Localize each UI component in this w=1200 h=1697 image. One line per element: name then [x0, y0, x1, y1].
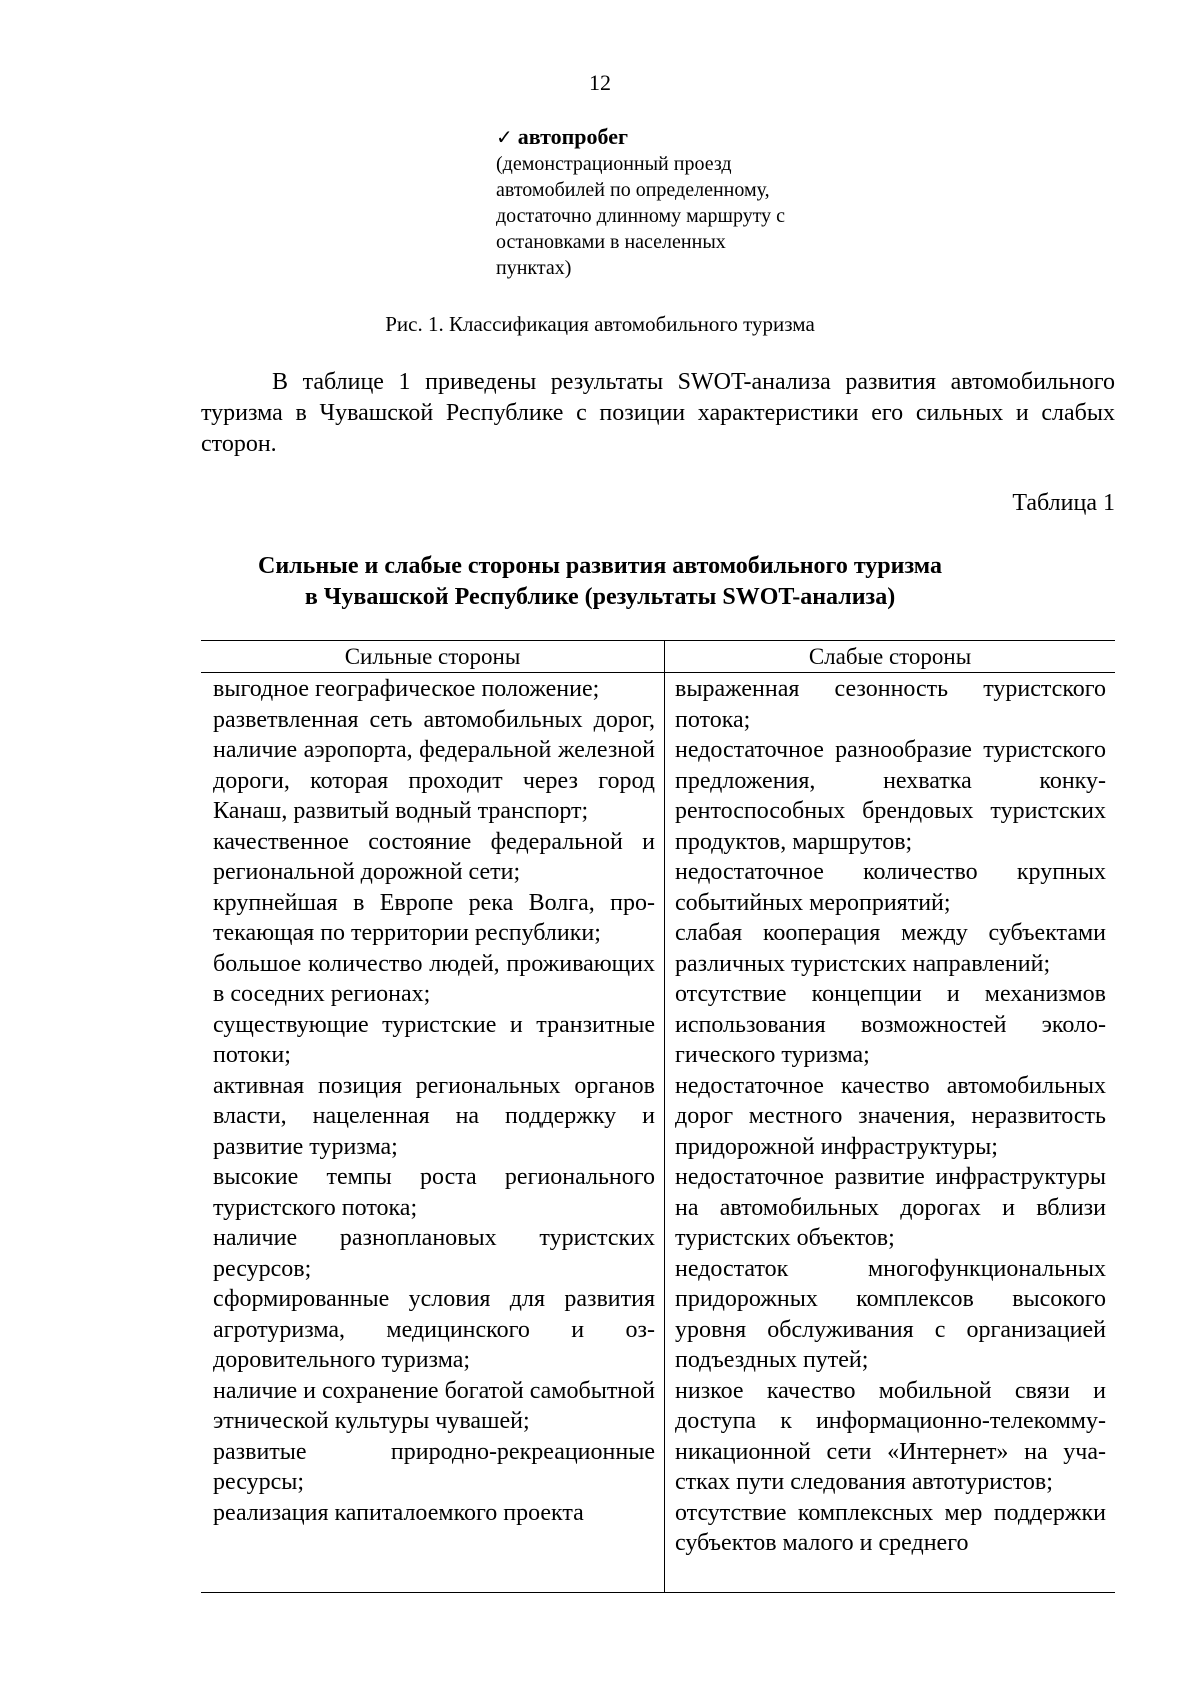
- table-title-line-2: в Чувашской Республике (результаты SWOT-анализа): [304, 584, 896, 610]
- weakness-item: низкое качество мобильной связи и доступа к информационно-телекоммуникационной сети «Интернет» на участках пути следования автотуристов;: [675, 1377, 1106, 1495]
- strength-item: разветвленная сеть автомобильных дорог, наличие аэропорта, федеральной железной дороги, которая проходит через город Канаш, развитый водный транспорт;: [213, 706, 655, 824]
- weakness-item: недостаток многофункциональных придорожных комплексов высокого уровня обслуживания с организацией подъездных путей;: [675, 1255, 1106, 1373]
- strength-item: высокие темпы роста регионального туристского потока;: [213, 1164, 655, 1221]
- weakness-item: выраженная сезонность туристского потока;: [675, 676, 1106, 733]
- weakness-item: отсутствие концепции и механизмов использования возможностей экологического туризма;: [675, 981, 1106, 1068]
- checkmark-icon: ✓: [496, 127, 513, 149]
- weakness-item: недостаточное развитие инфраструктуры на автомобильных дорогах и вблизи туристских объектов;: [675, 1164, 1106, 1251]
- swot-table: [201, 640, 1115, 1593]
- intro-paragraph: В таблице 1 приведены результаты SWOT-анализа развития автомобильного туризма в Чувашской Республике с позиции характеристики его сильных и слабых сторон.: [201, 369, 1115, 457]
- classification-item-autoprobeg: [496, 124, 796, 281]
- weaknesses-column: [675, 674, 1106, 1559]
- strength-item: сформированные условия для развития агротуризма, медицинского и оздоровительного туризма;: [213, 1286, 655, 1373]
- strength-item: большое количество людей, проживающих в соседних регионах;: [213, 950, 655, 1007]
- strength-item: крупнейшая в Европе река Волга, протекающая по территории республики;: [213, 889, 655, 946]
- table-title: [0, 551, 1200, 613]
- strength-item: существующие туристские и транзитные потоки;: [213, 1011, 655, 1068]
- header-weaknesses: Слабые стороны: [808, 644, 972, 669]
- weakness-item: недостаточное качество автомобильных дорог местного значения, неразвитость придорожной инфраструктуры;: [675, 1072, 1106, 1160]
- strength-item: наличие и сохранение богатой самобытной этнической культуры чувашей;: [213, 1377, 655, 1434]
- weakness-item: слабая кооперация между субъектами различных туристских направлений;: [675, 920, 1106, 977]
- header-strengths: Сильные стороны: [344, 644, 521, 669]
- page-number: 12: [589, 70, 611, 95]
- strength-item: качественное состояние федеральной и региональной дорожной сети;: [213, 828, 655, 885]
- table-header-row: [201, 641, 1115, 673]
- classification-item-description: (демонстрационный проезд автомобилей по определенному, достаточно длинному маршруту с остановками в населенных пунктах): [496, 153, 786, 279]
- weakness-item: недостаточное разнообразие туристского предложения, нехватка конкурентоспособных брендовых туристских продуктов, маршрутов;: [675, 737, 1106, 855]
- strength-item: выгодное географическое положение;: [213, 676, 600, 702]
- weakness-item: недостаточное количество крупных событийных мероприятий;: [675, 859, 1106, 916]
- figure-caption: Рис. 1. Классификация автомобильного туризма: [385, 312, 815, 336]
- strengths-column: [213, 674, 655, 1528]
- column-divider: [664, 641, 665, 1592]
- table-title-line-1: Сильные и слабые стороны развития автомобильного туризма: [258, 553, 942, 579]
- weakness-item: отсутствие комплексных мер поддержки субъектов малого и среднего: [675, 1499, 1106, 1556]
- classification-item-title: автопробег: [517, 124, 628, 149]
- strength-item: развитые природно-рекреационные ресурсы;: [213, 1438, 655, 1495]
- table-label: Таблица 1: [1012, 490, 1115, 516]
- strength-item: наличие разноплановых туристских ресурсов;: [213, 1225, 655, 1282]
- strength-item: активная позиция региональных органов власти, нацеленная на поддержку и развитие туризма;: [213, 1072, 655, 1160]
- strength-item: реализация капиталоемкого проекта: [213, 1499, 584, 1526]
